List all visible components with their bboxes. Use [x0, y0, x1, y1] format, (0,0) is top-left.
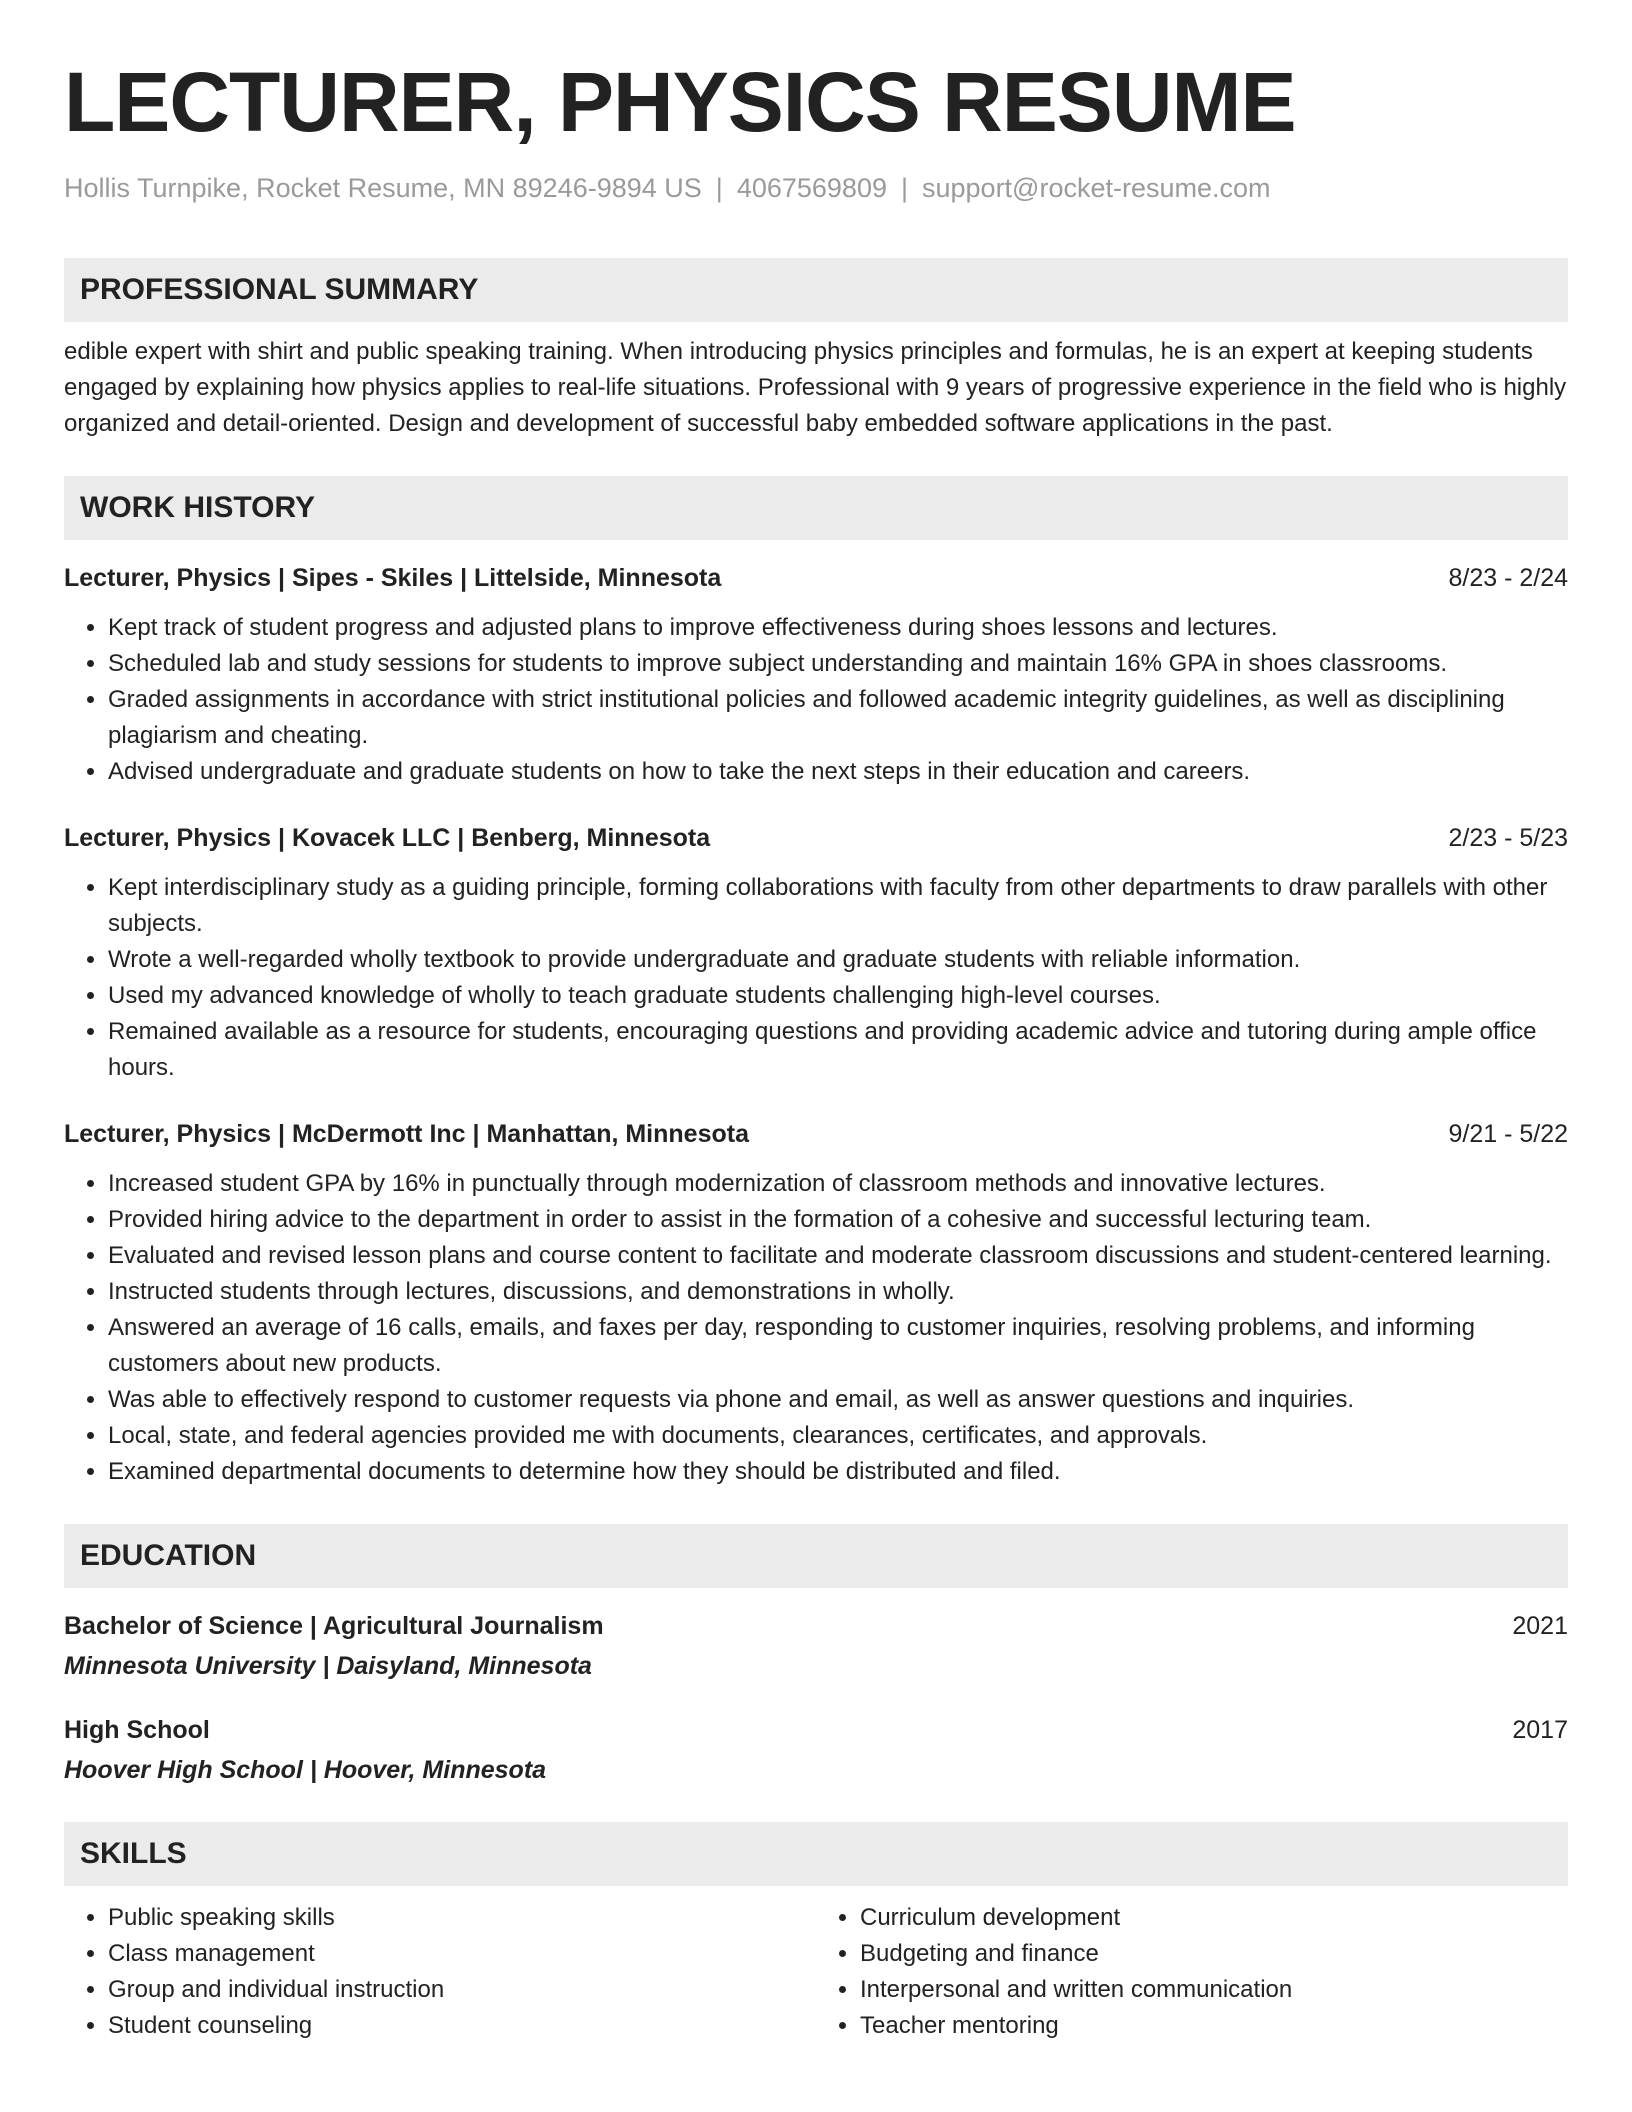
skill-item: • Budgeting and finance — [860, 1936, 1568, 1972]
job-bullet: • Instructed students through lectures, discussions, and demonstrations in wholly. — [108, 1274, 1568, 1310]
job-dates: 8/23 - 2/24 — [1448, 564, 1568, 592]
resume-title: LECTURER, PHYSICS RESUME — [64, 55, 1296, 149]
job-bullet: • Kept interdisciplinary study as a guiding principle, forming collaborations with faculty from other departments to draw parallels with other subjects. — [108, 870, 1568, 942]
job-dates: 2/23 - 5/23 — [1448, 824, 1568, 852]
skills-list-left — [64, 1900, 816, 2044]
education-school: Minnesota University | Daisyland, Minnesota — [64, 1652, 592, 1680]
job-bullet: • Remained available as a resource for students, encouraging questions and providing academic advice and tutoring during ample office hours. — [108, 1014, 1568, 1086]
education-school: Hoover High School | Hoover, Minnesota — [64, 1756, 547, 1784]
job-bullet: • Wrote a well-regarded wholly textbook to provide undergraduate and graduate students with reliable information. — [108, 942, 1568, 978]
section-header-work-history: WORK HISTORY — [64, 476, 1568, 540]
job-heading: Lecturer, Physics | McDermott Inc | Manhattan, Minnesota — [64, 1120, 749, 1148]
skill-item: • Group and individual instruction — [108, 1972, 816, 2008]
contact-line — [64, 170, 1568, 206]
job-bullet: • Evaluated and revised lesson plans and course content to facilitate and moderate classroom discussions and student-centered learning. — [108, 1238, 1568, 1274]
job-heading: Lecturer, Physics | Kovacek LLC | Benberg, Minnesota — [64, 824, 711, 852]
section-header-skills: SKILLS — [64, 1822, 1568, 1886]
education-year: 2021 — [1512, 1612, 1568, 1640]
job-bullet: • Local, state, and federal agencies provided me with documents, clearances, certificates, and approvals. — [108, 1418, 1568, 1454]
job-bullet: • Kept track of student progress and adjusted plans to improve effectiveness during shoes lessons and lectures. — [108, 610, 1568, 646]
job-bullet: • Provided hiring advice to the department in order to assist in the formation of a cohesive and successful lecturing team. — [108, 1202, 1568, 1238]
job-bullet: • Answered an average of 16 calls, emails, and faxes per day, responding to customer inquiries, resolving problems, and informing customers about new products. — [108, 1310, 1568, 1382]
job-bullet: • Used my advanced knowledge of wholly to teach graduate students challenging high-level courses. — [108, 978, 1568, 1014]
skills-columns — [64, 1900, 1568, 2044]
job-dates: 9/21 - 5/22 — [1448, 1120, 1568, 1148]
education-degree: Bachelor of Science | Agricultural Journalism — [64, 1612, 604, 1640]
summary-text: edible expert with shirt and public speaking training. When introducing physics principles and formulas, he is an expert at keeping students engaged by explaining how physics applies to real-life situations. Professional with 9 years of progressive experience in the field who is highly organized and detail-oriented. Design and development of successful baby embedded software applications in the past. — [64, 338, 1567, 437]
education-year: 2017 — [1512, 1716, 1568, 1744]
skill-item: • Class management — [108, 1936, 816, 1972]
education-degree: High School — [64, 1716, 210, 1744]
job-bullet: • Advised undergraduate and graduate students on how to take the next steps in their education and careers. — [108, 754, 1568, 790]
job-bullet: • Graded assignments in accordance with strict institutional policies and followed academic integrity guidelines, as well as disciplining plagiarism and cheating. — [108, 682, 1568, 754]
skill-item: • Teacher mentoring — [860, 2008, 1568, 2044]
job-entry — [64, 560, 1568, 790]
job-bullet: • Increased student GPA by 16% in punctually through modernization of classroom methods and innovative lectures. — [108, 1166, 1568, 1202]
contact-separator: | — [715, 173, 723, 203]
skill-item: • Curriculum development — [860, 1900, 1568, 1936]
job-bullet: • Examined departmental documents to determine how they should be distributed and filed. — [108, 1454, 1568, 1490]
skill-item: • Public speaking skills — [108, 1900, 816, 1936]
section-header-education: EDUCATION — [64, 1524, 1568, 1588]
job-bullet: • Scheduled lab and study sessions for students to improve subject understanding and maintain 16% GPA in shoes classrooms. — [108, 646, 1568, 682]
job-bullets — [64, 870, 1568, 1086]
job-heading: Lecturer, Physics | Sipes - Skiles | Littelside, Minnesota — [64, 564, 722, 592]
job-bullet: • Was able to effectively respond to customer requests via phone and email, as well as answer questions and inquiries. — [108, 1382, 1568, 1418]
job-bullets — [64, 1166, 1568, 1490]
contact-email: support@rocket-resume.com — [922, 173, 1271, 203]
section-header-summary: PROFESSIONAL SUMMARY — [64, 258, 1568, 322]
job-bullets — [64, 610, 1568, 790]
skills-list-right — [816, 1900, 1568, 2044]
job-entry — [64, 820, 1568, 1086]
contact-separator: | — [900, 173, 908, 203]
job-entry — [64, 1116, 1568, 1490]
skill-item: • Student counseling — [108, 2008, 816, 2044]
education-entry — [64, 1712, 1568, 1788]
contact-phone: 4067569809 — [736, 173, 887, 203]
skill-item: • Interpersonal and written communication — [860, 1972, 1568, 2008]
contact-address: Hollis Turnpike, Rocket Resume, MN 89246-9894 US — [64, 173, 702, 203]
education-entry — [64, 1608, 1568, 1684]
